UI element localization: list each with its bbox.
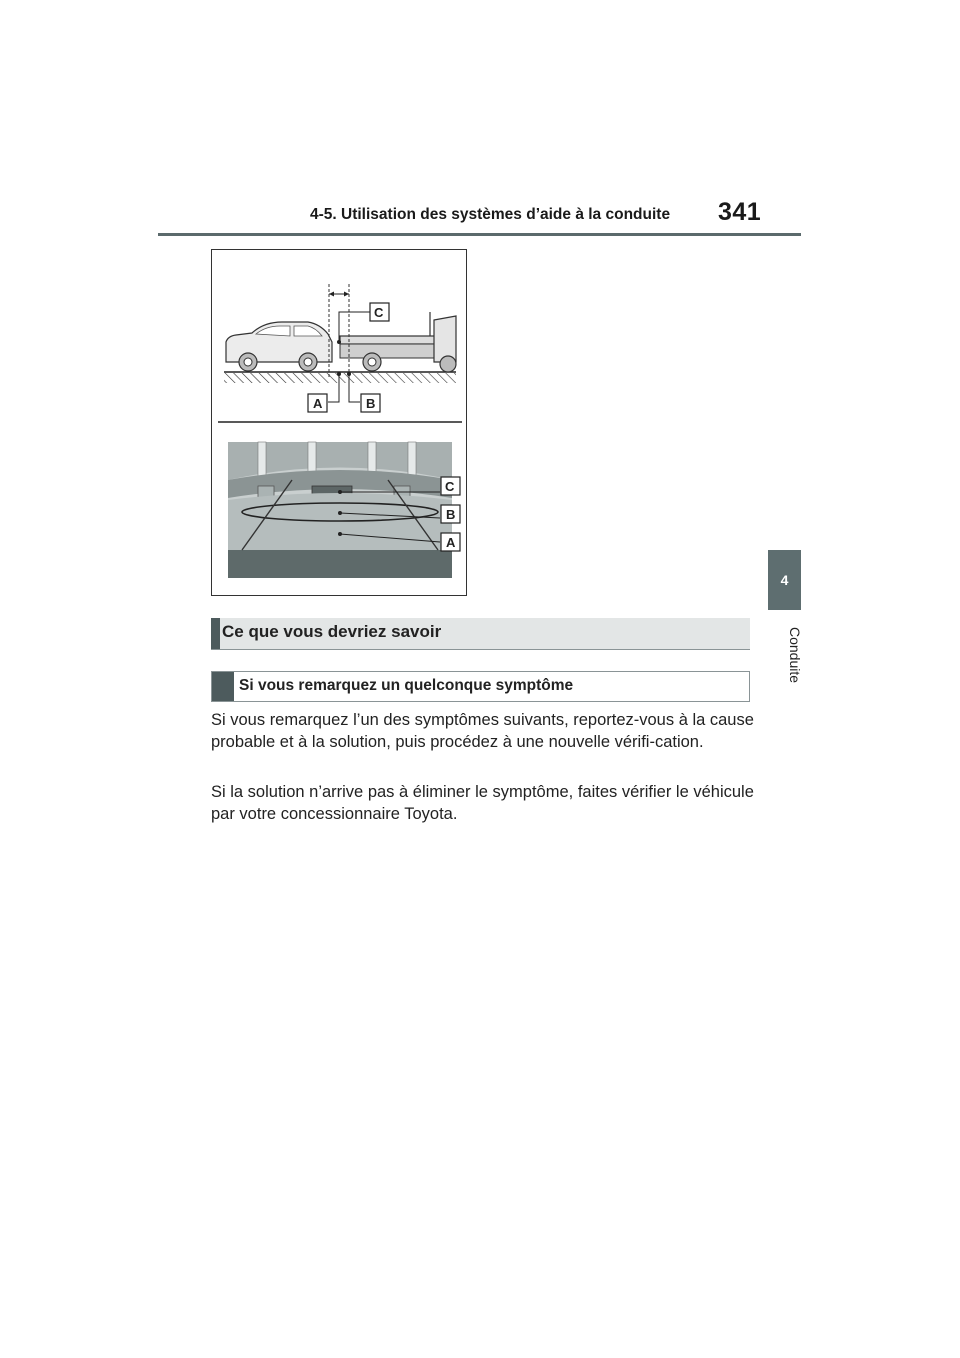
camera-guide-figure bbox=[211, 249, 467, 596]
callout-a-bottom bbox=[441, 533, 460, 551]
svg-text:B: B bbox=[446, 507, 456, 522]
svg-text:A: A bbox=[313, 396, 323, 411]
section-heading: Ce que vous devriez savoir bbox=[222, 622, 442, 641]
chapter-number: 4 bbox=[780, 572, 789, 588]
chapter-tab bbox=[768, 550, 801, 610]
section-heading-marker bbox=[211, 618, 220, 649]
camera-view bbox=[228, 442, 452, 578]
chapter-label: Conduite bbox=[787, 626, 803, 684]
section-heading-box bbox=[211, 618, 750, 650]
callout-c-bottom bbox=[441, 477, 460, 495]
subheading-box bbox=[211, 671, 750, 702]
subheading: Si vous remarquez un quelconque symptôme bbox=[239, 677, 574, 694]
header-section-title: 4-5. Utilisation des systèmes d’aide à la conduite bbox=[310, 206, 671, 223]
subheading-marker bbox=[212, 672, 234, 701]
svg-text:C: C bbox=[445, 479, 455, 494]
header-divider bbox=[158, 233, 801, 236]
body-paragraph-2: Si la solution n’arrive pas à éliminer le symptôme, faites vérifier le véhicule par votre concessionnaire Toyota. bbox=[211, 783, 754, 823]
callout-b-top bbox=[361, 394, 380, 412]
car-icon bbox=[226, 322, 332, 371]
svg-text:A: A bbox=[446, 535, 456, 550]
page-number: 341 bbox=[718, 198, 762, 226]
truck-icon bbox=[340, 312, 456, 372]
figure-illustration bbox=[212, 250, 468, 597]
callout-b-bottom bbox=[441, 505, 460, 523]
body-paragraph-1: Si vous remarquez l’un des symptômes suivants, reportez-vous à la cause probable et à la solution, puis procédez à une nouvelle vérifi-cation. bbox=[211, 711, 754, 751]
svg-text:B: B bbox=[366, 396, 376, 411]
callout-a-top bbox=[308, 394, 327, 412]
callout-c-top bbox=[370, 303, 389, 321]
svg-text:C: C bbox=[374, 305, 384, 320]
